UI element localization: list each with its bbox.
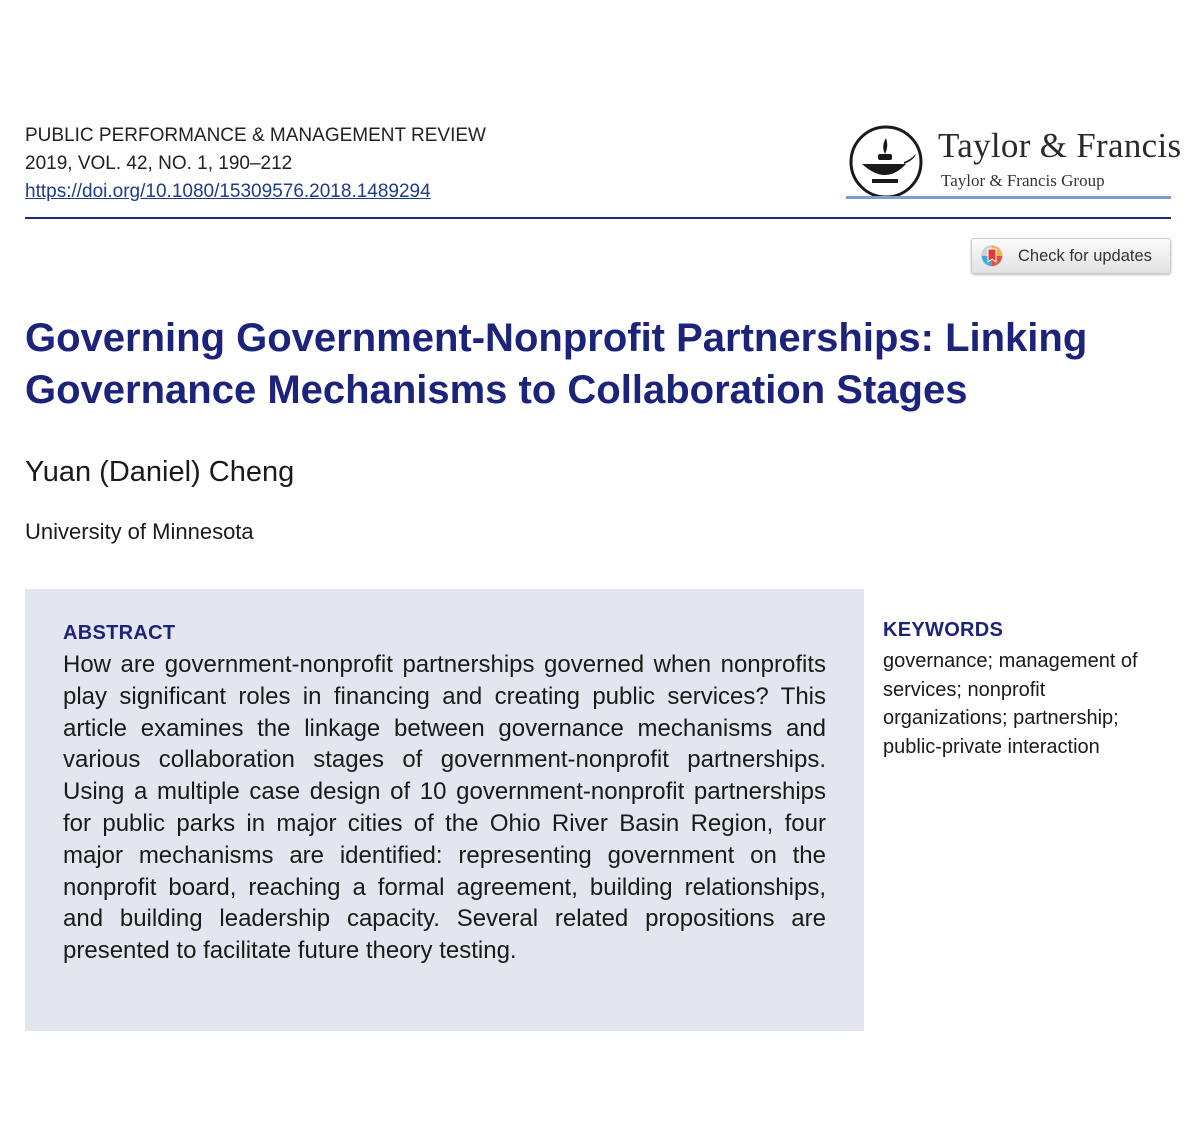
publisher-rule [846, 196, 1171, 199]
author-name: Yuan (Daniel) Cheng [25, 456, 295, 488]
crossmark-icon [980, 244, 1004, 268]
oil-lamp-logo [848, 124, 924, 200]
publisher-brand [846, 120, 1182, 204]
keywords-heading: KEYWORDS [883, 619, 1004, 641]
keywords-list: governance; management of services; nonprofit organizations; partnership; public-private interaction [883, 650, 1138, 758]
doi-link[interactable]: https://doi.org/10.1080/15309576.2018.1489294 [25, 181, 431, 202]
article-title: Governing Government-Nonprofit Partnerships: Linking Governance Mechanisms to Collaboration Stages [25, 316, 1088, 412]
abstract-body: How are government-nonprofit partnerships governed when nonprofits play significant roles in financing and creating public services? This article examines the linkage between governance mechanisms and various collaboration stages of government-nonprofit partnerships. Using a multiple case design of 10 government-nonprofit partnerships for public parks in major cities of the Ohio River Basin Region, four major mechanisms are identified: representing government on the nonprofit board, reaching a formal agreement, building relationships, and building leadership capacity. Several related propositions are presented to facilitate future theory testing. [63, 651, 826, 965]
abstract-panel [25, 589, 864, 1031]
author-affiliation: University of Minnesota [25, 519, 254, 544]
check-for-updates-button[interactable] [971, 238, 1171, 274]
publisher-group: Taylor & Francis Group [941, 171, 1105, 190]
check-for-updates-label: Check for updates [1018, 246, 1152, 265]
abstract-heading: ABSTRACT [63, 622, 176, 644]
journal-citation: 2019, VOL. 42, NO. 1, 190–212 [25, 153, 293, 174]
publisher-name: Taylor & Francis [938, 126, 1182, 165]
journal-name: PUBLIC PERFORMANCE & MANAGEMENT REVIEW [25, 125, 486, 146]
journal-info [25, 122, 486, 206]
header-divider [25, 217, 1171, 219]
